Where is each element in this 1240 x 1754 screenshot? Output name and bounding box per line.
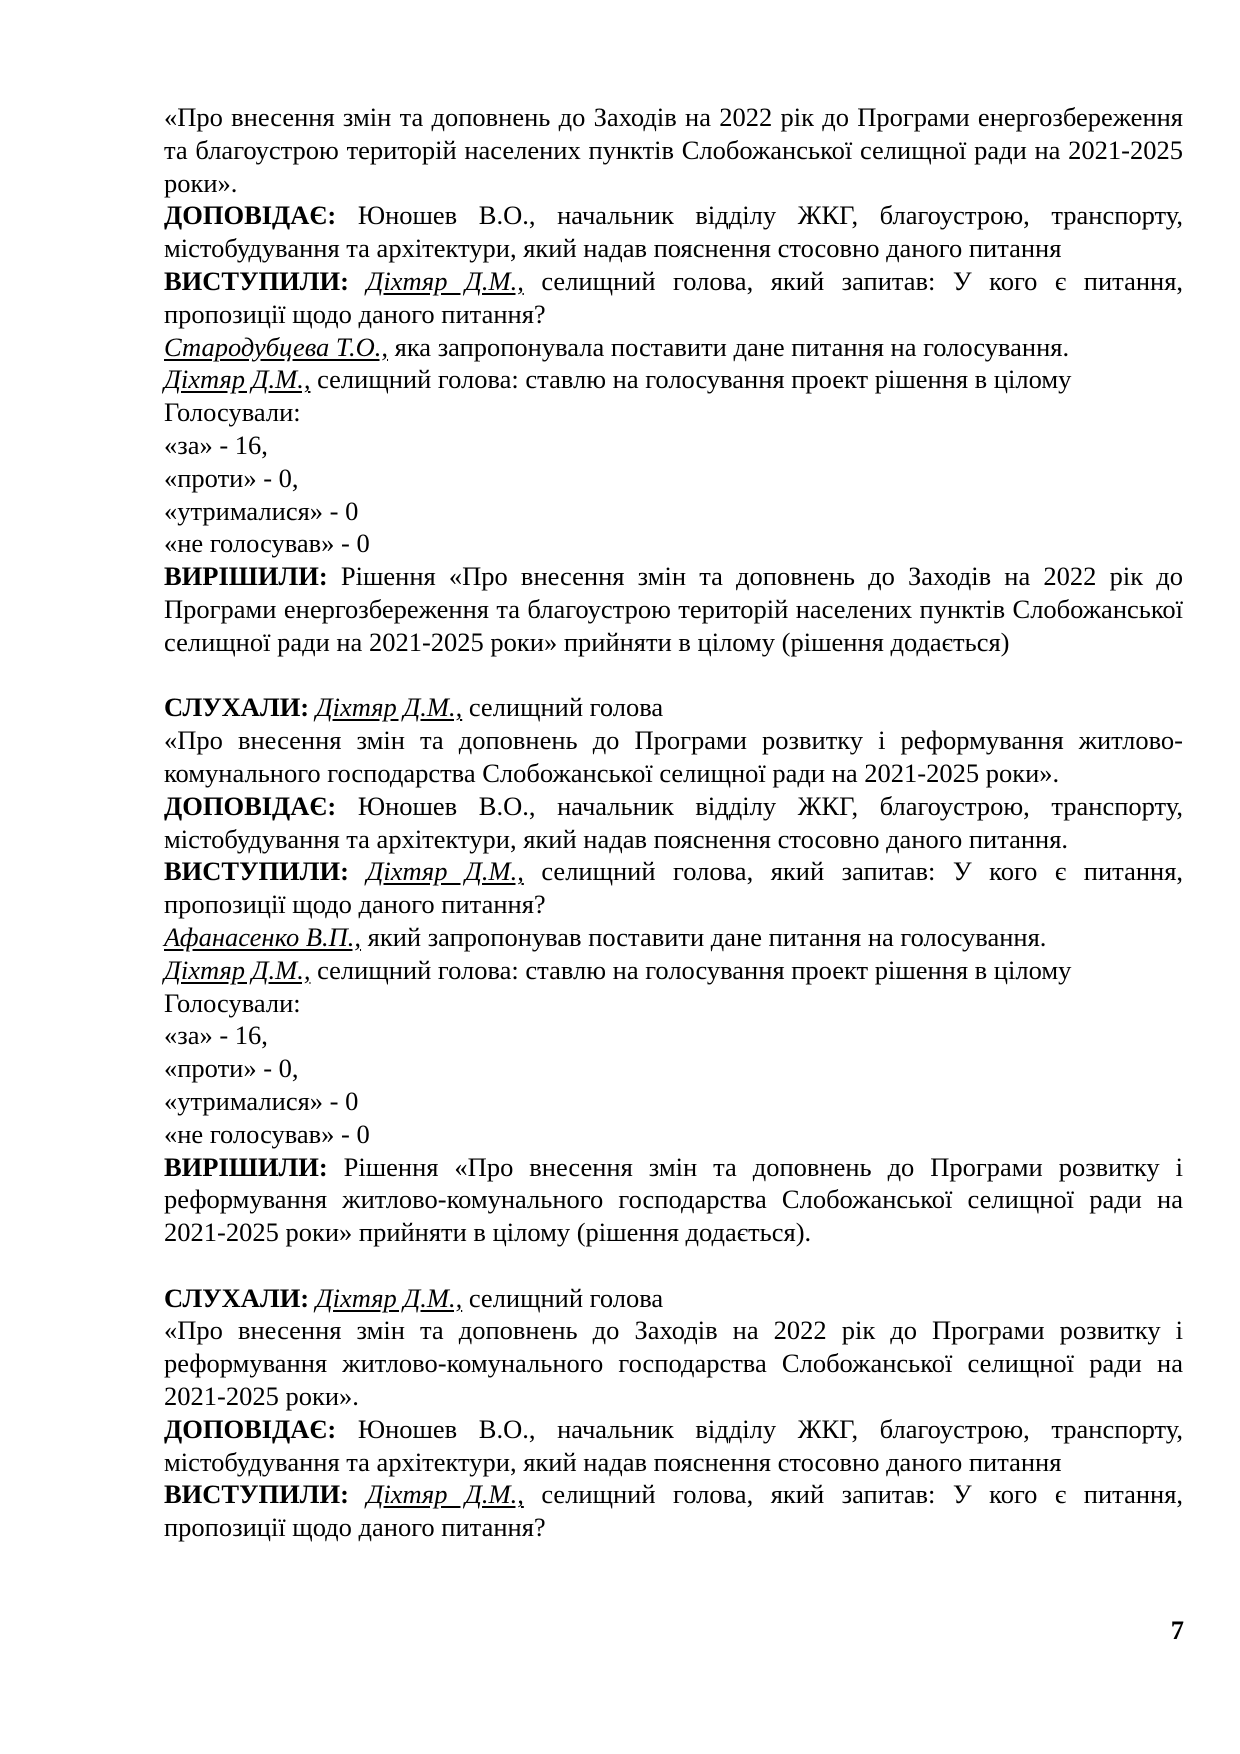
speaker-name: Діхтяр Д.М., <box>366 1479 524 1510</box>
vote-against: «проти» - 0, <box>164 1053 299 1084</box>
vote-against: «проти» - 0, <box>164 462 299 493</box>
decision-label: ВИРІШИЛИ: <box>164 561 328 592</box>
agenda-item-3 <box>164 1282 1183 1544</box>
heard-speaker-name: Діхтяр Д.М., <box>315 692 463 723</box>
reporter-label: ДОПОВІДАЄ: <box>164 200 337 231</box>
reporter-paragraph <box>164 199 1183 265</box>
speaker-name: Діхтяр Д.М., <box>366 265 524 296</box>
proposal-paragraph <box>164 921 1183 954</box>
heard-paragraph <box>164 691 1183 724</box>
motion-paragraph <box>164 954 1183 987</box>
heard-label: СЛУХАЛИ: <box>164 692 310 723</box>
proposal-text: яка запропонувала поставити дане питання на голосування. <box>394 331 1070 362</box>
vote-not-voted: «не голосував» - 0 <box>164 528 370 559</box>
page-number: 7 <box>1170 1615 1184 1645</box>
speaker-text: селищний голова, який запитав: У кого є питання, пропозиції щодо даного питання? <box>164 856 1184 920</box>
agenda-subject: «Про внесення змін та доповнень до Заходів на 2022 рік до Програми енергозбереження та благоустрою територій населених пунктів Слобожанської селищної ради на 2021-2025 роки». <box>164 102 1183 198</box>
speakers-label: ВИСТУПИЛИ: <box>164 856 349 887</box>
speakers-label: ВИСТУПИЛИ: <box>164 1479 349 1510</box>
motion-text: селищний голова: ставлю на голосування проект рішення в цілому <box>317 954 1072 985</box>
reporter-paragraph <box>164 1413 1183 1479</box>
decision-label: ВИРІШИЛИ: <box>164 1151 328 1182</box>
section-spacer <box>164 659 1183 692</box>
motion-text: селищний голова: ставлю на голосування проект рішення в цілому <box>317 364 1072 395</box>
minutes-content <box>164 101 1183 1544</box>
speakers-label: ВИСТУПИЛИ: <box>164 265 349 296</box>
reporter-text: Юношев В.О., начальник відділу ЖКГ, благоустрою, транспорту, містобудування та архітектури, який надав пояснення стосовно даного питання <box>164 1413 1184 1477</box>
reporter-paragraph <box>164 790 1183 856</box>
vote-abstained: «утрималися» - 0 <box>164 495 359 526</box>
decision-text: Рішення «Про внесення змін та доповнень до Заходів на 2022 рік до Програми енергозбереження та благоустрою територій населених пунктів Слобожанської селищної ради на 2021-2025 роки» прийняти в цілому (рішення додається) <box>164 561 1183 657</box>
agenda-item-1 <box>164 101 1183 659</box>
agenda-subject: «Про внесення змін та доповнень до Заходів на 2022 рік до Програми розвитку і реформування житлово-комунального господарства Слобожанської селищної ради на 2021-2025 роки». <box>164 1315 1183 1412</box>
proposal-text: який запропонував поставити дане питання на голосування. <box>367 921 1047 952</box>
speakers-paragraph <box>164 265 1183 331</box>
speakers-paragraph <box>164 1478 1183 1544</box>
decision-paragraph <box>164 560 1183 658</box>
speakers-paragraph <box>164 855 1183 921</box>
motion-speaker-name: Діхтяр Д.М., <box>164 954 311 985</box>
proposal-paragraph <box>164 331 1183 364</box>
heard-speaker-role: селищний голова <box>468 1282 664 1313</box>
heard-paragraph <box>164 1282 1183 1315</box>
decision-text: Рішення «Про внесення змін та доповнень до Програми розвитку і реформування житлово-комунального господарства Слобожанської селищної ради на 2021-2025 роки» прийняти в цілому (рішення додається). <box>164 1151 1184 1248</box>
decision-paragraph <box>164 1151 1183 1249</box>
vote-not-voted: «не голосував» - 0 <box>164 1118 370 1149</box>
speaker-name: Діхтяр Д.М., <box>366 856 524 887</box>
heard-speaker-name: Діхтяр Д.М., <box>315 1282 463 1313</box>
agenda-item-2 <box>164 691 1183 1249</box>
speaker-text: селищний голова, який запитав: У кого є питання, пропозиції щодо даного питання? <box>164 1479 1184 1543</box>
vote-for: «за» - 16, <box>164 1020 268 1051</box>
agenda-subject: «Про внесення змін та доповнень до Програми розвитку і реформування житлово-комунального господарства Слобожанської селищної ради на 2021-2025 роки». <box>164 725 1183 788</box>
motion-paragraph <box>164 363 1183 396</box>
section-spacer <box>164 1249 1183 1282</box>
reporter-text: Юношев В.О., начальник відділу ЖКГ, благоустрою, транспорту, містобудування та архітектури, який надав пояснення стосовно даного питання. <box>164 790 1184 854</box>
heard-speaker-role: селищний голова <box>468 692 664 723</box>
heard-label: СЛУХАЛИ: <box>164 1282 310 1313</box>
proposer-name: Афанасенко В.П., <box>164 921 362 952</box>
reporter-label: ДОПОВІДАЄ: <box>164 790 337 821</box>
vote-for: «за» - 16, <box>164 429 268 460</box>
voting-heading: Голосували: <box>164 397 301 428</box>
motion-speaker-name: Діхтяр Д.М., <box>164 364 311 395</box>
reporter-label: ДОПОВІДАЄ: <box>164 1413 337 1444</box>
speaker-text: селищний голова, який запитав: У кого є питання, пропозиції щодо даного питання? <box>164 265 1184 329</box>
vote-abstained: «утрималися» - 0 <box>164 1085 359 1116</box>
reporter-text: Юношев В.О., начальник відділу ЖКГ, благоустрою, транспорту, містобудування та архітектури, який надав пояснення стосовно даного питання <box>164 200 1184 264</box>
voting-heading: Голосували: <box>164 987 301 1018</box>
proposer-name: Стародубцева Т.О., <box>164 331 389 362</box>
